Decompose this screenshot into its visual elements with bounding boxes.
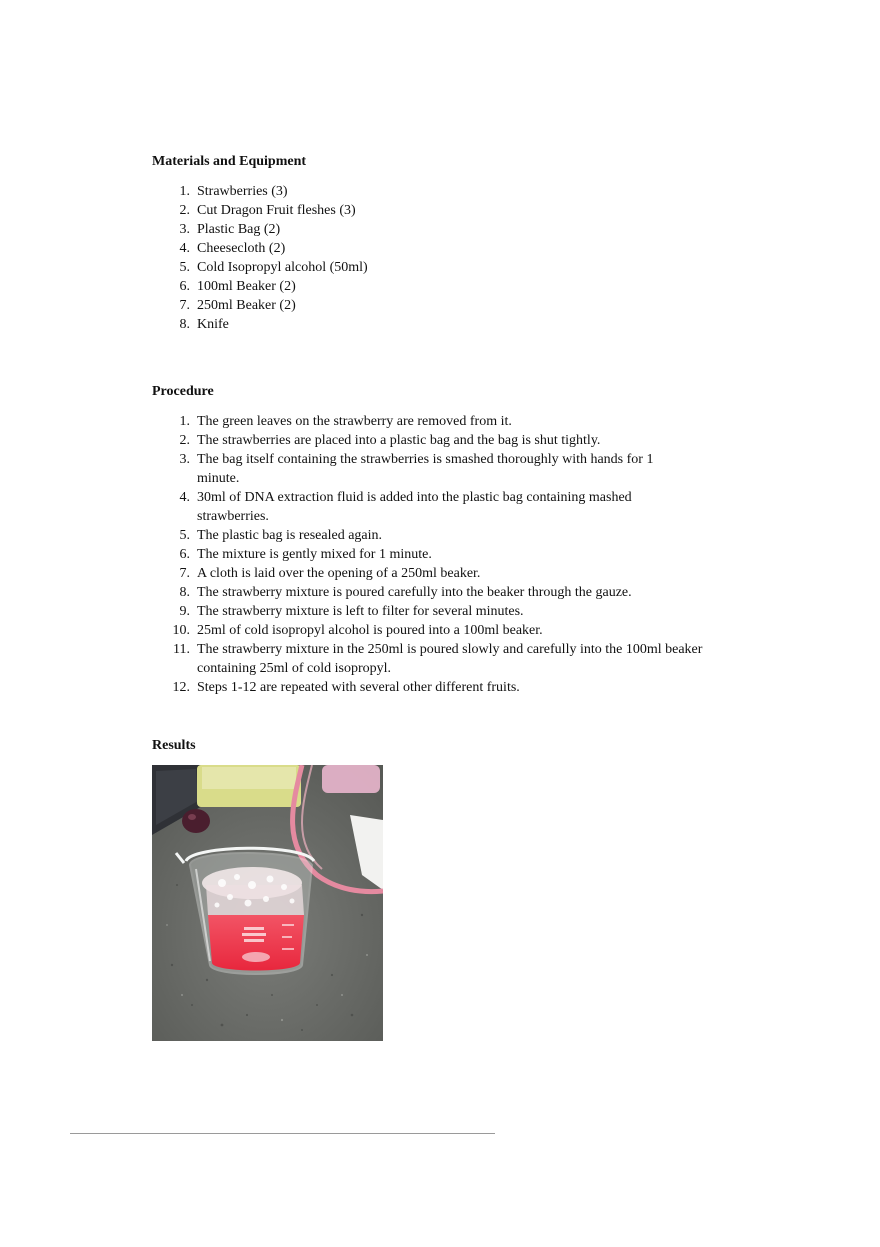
list-item-number: 2. — [179, 203, 190, 218]
list-item-text: Steps 1-12 are repeated with several other different fruits. — [197, 680, 520, 695]
list-item — [152, 583, 722, 602]
list-item-text: Plastic Bag (2) — [197, 222, 281, 237]
list-item — [152, 277, 722, 296]
list-item-number: 2. — [179, 433, 190, 448]
plum — [182, 809, 210, 833]
list-item — [152, 640, 722, 678]
list-item-text: Cheesecloth (2) — [197, 241, 286, 256]
beaker-label-spot — [242, 952, 270, 962]
list-item-number: 8. — [179, 585, 190, 600]
list-item-number: 1. — [179, 414, 190, 429]
list-item-number: 6. — [179, 547, 190, 562]
list-item-text: 30ml of DNA extraction fluid is added into the plastic bag containing mashed strawberries. — [197, 490, 632, 524]
list-item-number: 5. — [179, 260, 190, 275]
list-item-text: 25ml of cold isopropyl alcohol is poured into a 100ml beaker. — [197, 623, 543, 638]
list-item-number: 5. — [179, 528, 190, 543]
list-item — [152, 315, 722, 334]
list-item-number: 1. — [179, 184, 190, 199]
list-item-number: 10. — [172, 623, 190, 638]
list-item-text: Knife — [197, 317, 229, 332]
plum-highlight — [188, 814, 196, 820]
beaker-print — [242, 927, 266, 942]
footnote-divider — [70, 1133, 495, 1134]
list-item — [152, 412, 722, 431]
list-item — [152, 182, 722, 201]
list-item — [152, 678, 722, 697]
pink-bottle — [322, 765, 380, 793]
list-item — [152, 545, 722, 564]
list-item-text: The strawberry mixture is poured carefully into the beaker through the gauze. — [197, 585, 632, 600]
list-item-text: The strawberry mixture is left to filter for several minutes. — [197, 604, 524, 619]
list-item-text: Strawberries (3) — [197, 184, 288, 199]
list-item — [152, 296, 722, 315]
beaker-photo-illustration — [152, 765, 383, 1041]
list-item — [152, 621, 722, 640]
list-item-text: The strawberries are placed into a plastic bag and the bag is shut tightly. — [197, 433, 601, 448]
list-item-text: The plastic bag is resealed again. — [197, 528, 383, 543]
list-item-number: 9. — [179, 604, 190, 619]
materials-heading: Materials and Equipment — [152, 154, 307, 169]
list-item-text: Cut Dragon Fruit fleshes (3) — [197, 203, 356, 218]
list-item-number: 7. — [179, 298, 190, 313]
list-item-number: 3. — [179, 222, 190, 237]
foam-body — [206, 885, 304, 915]
list-item — [152, 488, 722, 526]
list-item-text: Cold Isopropyl alcohol (50ml) — [197, 260, 368, 275]
list-item — [152, 201, 722, 220]
yellow-container-highlight — [202, 767, 296, 789]
list-item — [152, 239, 722, 258]
list-item-text: The bag itself containing the strawberries is smashed thoroughly with hands for 1 minute. — [197, 452, 654, 486]
list-item-text: 250ml Beaker (2) — [197, 298, 296, 313]
list-item-text: The green leaves on the strawberry are removed from it. — [197, 414, 512, 429]
list-item-text: 100ml Beaker (2) — [197, 279, 296, 294]
list-item-number: 12. — [172, 680, 190, 695]
list-item-number: 4. — [179, 241, 190, 256]
results-heading: Results — [152, 738, 196, 753]
list-item-number: 4. — [179, 490, 190, 505]
procedure-heading: Procedure — [152, 384, 214, 399]
list-item — [152, 564, 722, 583]
list-item-text: The mixture is gently mixed for 1 minute. — [197, 547, 432, 562]
list-item-number: 3. — [179, 452, 190, 467]
list-item — [152, 526, 722, 545]
list-item — [152, 450, 722, 488]
list-item-text: A cloth is laid over the opening of a 250ml beaker. — [197, 566, 481, 581]
list-item-number: 11. — [173, 642, 190, 657]
results-photo — [152, 765, 383, 1041]
list-item-text: The strawberry mixture in the 250ml is poured slowly and carefully into the 100ml beaker containing 25ml of cold isopropyl. — [197, 642, 703, 676]
red-liquid — [208, 915, 304, 971]
list-item-number: 7. — [179, 566, 190, 581]
list-item — [152, 431, 722, 450]
list-item — [152, 220, 722, 239]
list-item-number: 6. — [179, 279, 190, 294]
list-item — [152, 602, 722, 621]
procedure-list — [152, 412, 722, 697]
materials-list — [152, 182, 722, 334]
list-item — [152, 258, 722, 277]
list-item-number: 8. — [179, 317, 190, 332]
